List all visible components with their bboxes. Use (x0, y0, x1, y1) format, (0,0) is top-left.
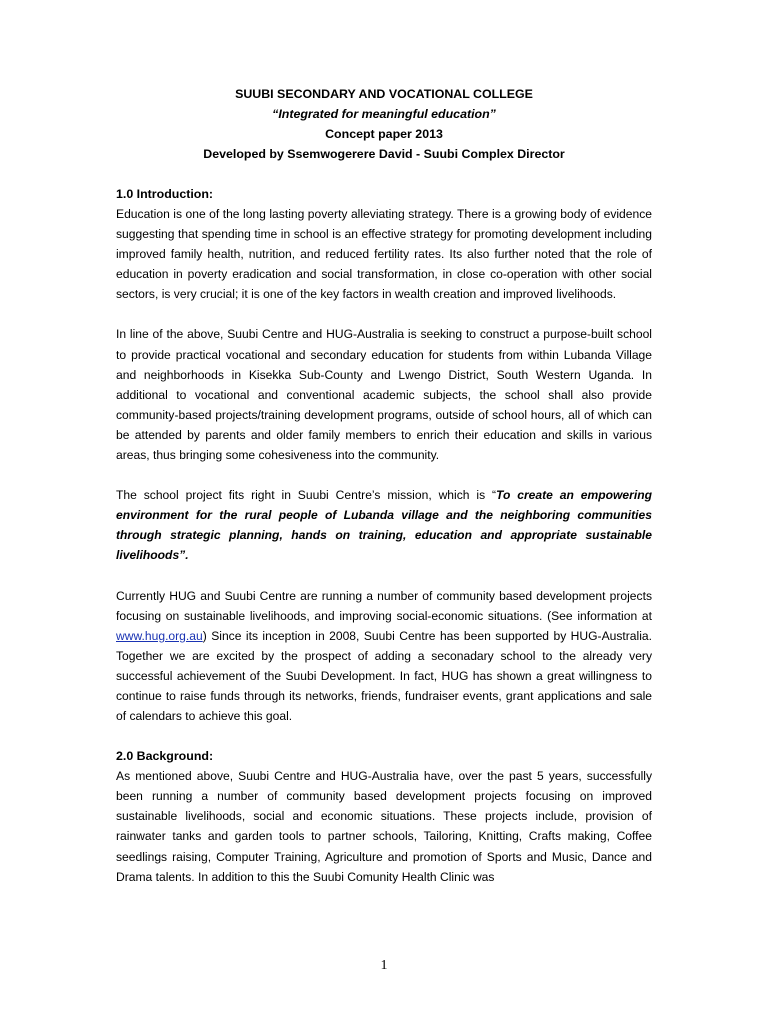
page-number: 1 (380, 958, 388, 973)
paragraph-4-start: Currently HUG and Suubi Centre are running a number of community based development projects focusing on sustainable livelihoods, and improving social-economic situations. (See information at (116, 588, 652, 623)
document-page (116, 84, 652, 887)
introduction-paragraph-4 (116, 586, 652, 727)
mission-statement: To create an empowering environment for the rural people of Lubanda village and the neighboring communities through strategic planning, hands on training, education and appropriate sustainable livelihoods”. (116, 488, 652, 563)
paragraph-4-end: ) Since its inception in 2008, Suubi Centre has been supported by HUG-Australia. Together we are excited by the prospect of adding a seconadary school to the already very successful achievement of the Suubi Development. In fact, HUG has shown a great willingness to continue to raise funds through its networks, friends, fundraiser events, grant applications and sale of calendars to achieve this goal. (116, 628, 652, 724)
hug-website-link[interactable]: www.hug.org.au (116, 628, 203, 643)
introduction-heading: 1.0 Introduction: (116, 187, 214, 201)
introduction-paragraph-3 (116, 485, 652, 565)
background-heading: 2.0 Background: (116, 749, 214, 764)
author-line: Developed by Ssemwogerere David - Suubi Complex Director (203, 147, 565, 161)
paper-title: Concept paper 2013 (325, 127, 443, 141)
background-paragraph-1: As mentioned above, Suubi Centre and HUG-Australia have, over the past 5 years, successfully been running a number of community based development projects focusing on improved sustainable livelihoods, social and economic situations. These projects include, provision of rainwater tanks and garden tools to partner schools, Tailoring, Knitting, Crafts making, Coffee seedlings raising, Computer Training, Agriculture and promotion of Sports and Music, Dance and Drama talents. In addition to this the Suubi Comunity Health Clinic was (116, 769, 652, 884)
introduction-paragraph-1: Education is one of the long lasting poverty alleviating strategy. There is a growing body of evidence suggesting that spending time in school is an effective strategy for promoting development including improved family health, nutrition, and reduced fertility rates. Its also further noted that the role of education in poverty eradication and social transformation, in close co-operation with other social sectors, is very crucial; it is one of the key factors in wealth creation and improved livelihoods. (116, 207, 652, 302)
mission-lead-in: The school project fits right in Suubi Centre’s mission, which is “ (116, 488, 497, 503)
title-block (116, 84, 652, 164)
introduction-paragraph-2: In line of the above, Suubi Centre and HUG-Australia is seeking to construct a purpose-built school to provide practical vocational and secondary education for students from within Lubanda Village and neighborhoods in Kisekka Sub-County and Lwengo District, South Western Uganda. In additional to vocational and conventional academic subjects, the school shall also provide community-based projects/training development programs, outside of school hours, all of which can be attended by parents and older family members to enrich their education and skills in various areas, thus bringing some cohesiveness into the community. (116, 327, 652, 463)
school-name: SUUBI SECONDARY AND VOCATIONAL COLLEGE (235, 87, 533, 101)
school-motto: “Integrated for meaningful education” (272, 107, 496, 121)
